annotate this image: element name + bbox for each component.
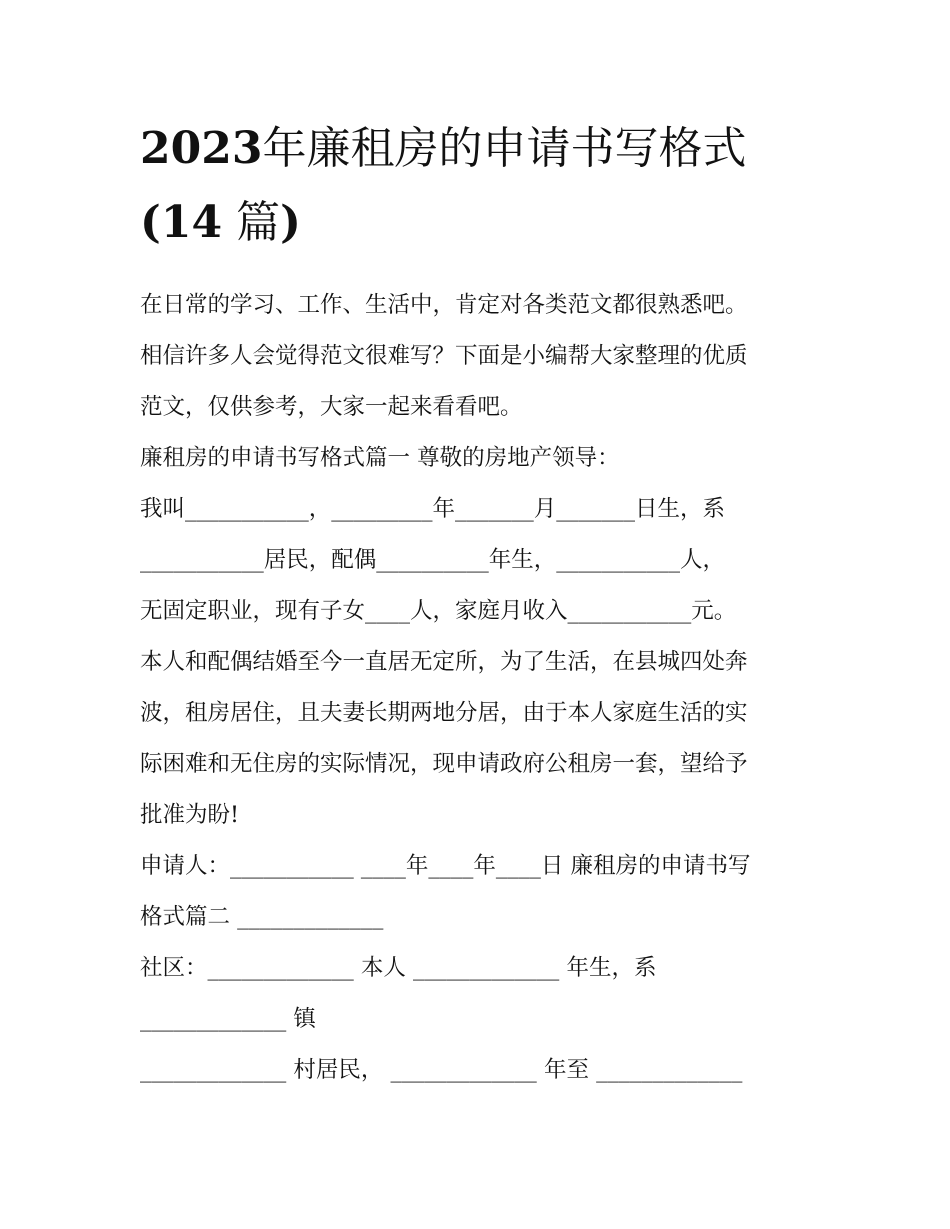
text-line: 相信许多人会觉得范文很难写？下面是小编帮大家整理的优质: [140, 343, 748, 369]
title-year: 2023: [140, 123, 263, 174]
title-paren-close: ): [280, 197, 301, 248]
text-line: _____________ 镇: [140, 1006, 316, 1032]
title-paren-open: (: [140, 197, 161, 248]
title-main: 年廉租房的申请书写格式: [262, 123, 747, 174]
text-line: 在日常的学习、工作、生活中，肯定对各类范文都很熟悉吧。: [140, 292, 748, 318]
text-line: 批准为盼!: [140, 802, 240, 828]
text-line: 波，租房居住，且夫妻长期两地分居，由于本人家庭生活的实: [140, 700, 748, 726]
document-page: [140, 112, 820, 1096]
text-line: _____________ 村居民， _____________ 年至 _____________: [140, 1057, 743, 1083]
text-line: 范文，仅供参考，大家一起来看看吧。: [140, 394, 523, 420]
document-title: [140, 112, 820, 260]
text-line: 申请人：___________ ____年____年____日 廉租房的申请书写: [140, 853, 751, 879]
text-line: 本人和配偶结婚至今一直居无定所，为了生活，在县城四处奔: [140, 649, 748, 675]
text-line: 廉租房的申请书写格式篇一 尊敬的房地产领导：: [140, 445, 620, 471]
text-line: ___________居民，配偶__________年生，___________人，: [140, 547, 726, 573]
text-line: 格式篇二 _____________: [140, 904, 384, 930]
text-line: 我叫___________，_________年_______月_______日生，系: [140, 496, 726, 522]
title-count: 14: [160, 197, 223, 248]
text-line: 社区：_____________ 本人 _____________ 年生，系: [140, 955, 657, 981]
title-pian: 篇: [236, 197, 281, 248]
text-line: 际困难和无住房的实际情况，现申请政府公租房一套，望给予: [140, 751, 748, 777]
text-line: 无固定职业，现有子女____人，家庭月收入___________元。: [140, 598, 737, 624]
document-body: [140, 280, 820, 1096]
